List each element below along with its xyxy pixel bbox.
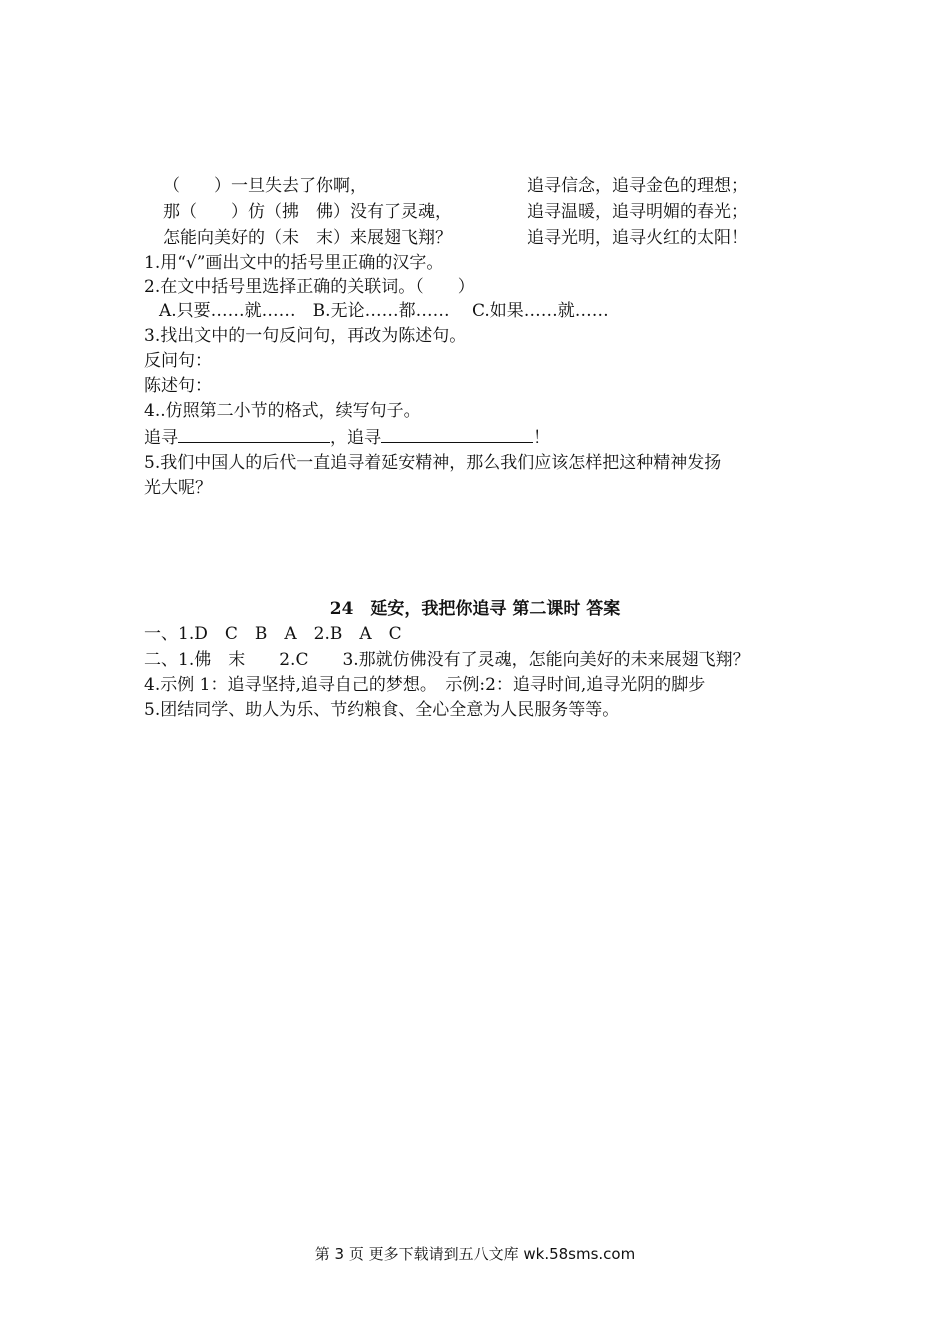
- poem-left-line-2: 那（ ）仿（拂 佛）没有了灵魂，: [163, 202, 452, 222]
- rhetorical-question-label: 反问句：: [144, 351, 212, 371]
- question-2-options: A.只要……就…… B.无论……都…… C.如果……就……: [159, 301, 609, 321]
- question-5-line-1: 5.我们中国人的后代一直追寻着延安精神，那么我们应该怎样把这种精神发扬: [144, 453, 722, 473]
- poem-right-line-3: 追寻光明，追寻火红的太阳！: [527, 228, 748, 248]
- question-5-line-2: 光大呢？: [144, 478, 212, 498]
- statement-label: 陈述句：: [144, 376, 212, 396]
- poem-right-line-2: 追寻温暖，追寻明媚的春光；: [527, 202, 748, 222]
- fill-prefix-1: 追寻: [144, 428, 178, 448]
- poem-left-line-1: （ ）一旦失去了你啊，: [163, 176, 367, 196]
- question-1: 1.用“√”画出文中的括号里正确的汉字。: [144, 253, 444, 273]
- poem-right-line-1: 追寻信念，追寻金色的理想；: [527, 176, 748, 196]
- page-footer: 第 3 页 更多下载请到五八文库 wk.58sms.com: [314, 1245, 636, 1263]
- question-3: 3.找出文中的一句反问句，再改为陈述句。: [144, 326, 467, 346]
- answer-line-1: 一、1.D C B A 2.B A C: [144, 624, 402, 644]
- question-4-fill-line: [144, 425, 550, 450]
- fill-blank-1[interactable]: [178, 425, 330, 443]
- answer-line-4: 5.团结同学、助人为乐、节约粮食、全心全意为人民服务等等。: [144, 700, 620, 720]
- fill-end: ！: [533, 428, 550, 448]
- question-2: 2.在文中括号里选择正确的关联词。（ ）: [144, 277, 475, 297]
- poem-left-line-3: 怎能向美好的（未 末）来展翅飞翔？: [163, 228, 452, 248]
- answer-line-2: 二、1.佛 末 2.C 3.那就仿佛没有了灵魂，怎能向美好的未来展翅飞翔？: [144, 650, 750, 670]
- question-4: 4..仿照第二小节的格式，续写句子。: [144, 401, 421, 421]
- fill-prefix-2: ，追寻: [330, 428, 381, 448]
- fill-blank-2[interactable]: [381, 425, 533, 443]
- answer-line-3: 4.示例 1：追寻坚持,追寻自己的梦想。 示例:2：追寻时间,追寻光阴的脚步: [144, 675, 706, 695]
- answers-title: 24 延安，我把你追寻 第二课时 答案: [329, 599, 621, 619]
